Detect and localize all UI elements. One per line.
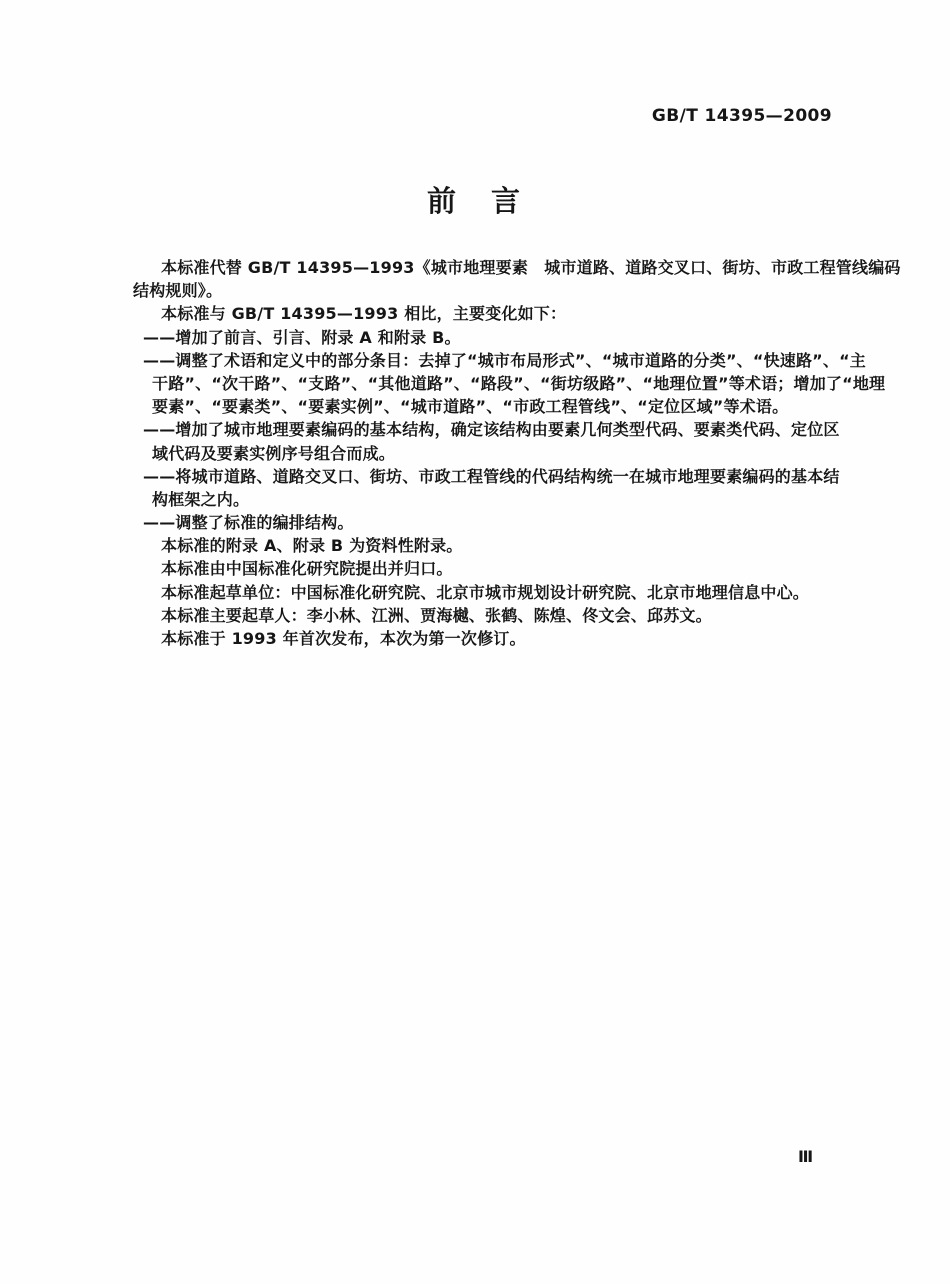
- body-line: ——增加了城市地理要素编码的基本结构，确定该结构由要素几何类型代码、要素类代码、定位区: [143, 420, 840, 440]
- body-line: 结构规则》。: [133, 281, 223, 301]
- body-line: ——增加了前言、引言、附录 A 和附录 B。: [143, 327, 461, 347]
- body-line: 本标准的附录 A、附录 B 为资料性附录。: [161, 536, 463, 556]
- standard-number: GB/T 14395—2009: [651, 106, 832, 126]
- body-line: 构框架之内。: [152, 489, 250, 509]
- body-line: 本标准由中国标准化研究院提出并归口。: [161, 559, 453, 579]
- body-line: ——调整了术语和定义中的部分条目：去掉了“城市布局形式”、“城市道路的分类”、“快速路”、“主: [143, 350, 867, 370]
- body-line: 本标准于 1993 年首次发布，本次为第一次修订。: [161, 629, 526, 648]
- page-title: 前 言: [426, 184, 523, 218]
- body-line: 本标准主要起草人：李小林、江洲、贾海樾、张鹤、陈煌、佟文会、邱苏文。: [161, 605, 712, 625]
- body-line: 本标准起草单位：中国标准化研究院、北京市城市规划设计研究院、北京市地理信息中心。: [161, 582, 810, 602]
- body-line: 要素”、“要素类”、“要素实例”、“城市道路”、“市政工程管线”、“定位区域”等术语。: [152, 397, 789, 417]
- body-line: 本标准与 GB/T 14395—1993 相比，主要变化如下：: [161, 304, 567, 324]
- body-line: 域代码及要素实例序号组合而成。: [152, 443, 396, 463]
- foreword-body: [133, 256, 901, 650]
- body-line: ——将城市道路、道路交叉口、街坊、市政工程管线的代码结构统一在城市地理要素编码的基本结: [143, 466, 840, 486]
- body-line: 干路”、“次干路”、“支路”、“其他道路”、“路段”、“街坊级路”、“地理位置”等术语；增加了“地理: [152, 373, 886, 393]
- page-number: Ⅲ: [798, 1147, 814, 1166]
- body-line: 本标准代替 GB/T 14395—1993《城市地理要素 城市道路、道路交叉口、街坊、市政工程管线编码: [161, 258, 901, 277]
- body-line: ——调整了标准的编排结构。: [143, 513, 354, 533]
